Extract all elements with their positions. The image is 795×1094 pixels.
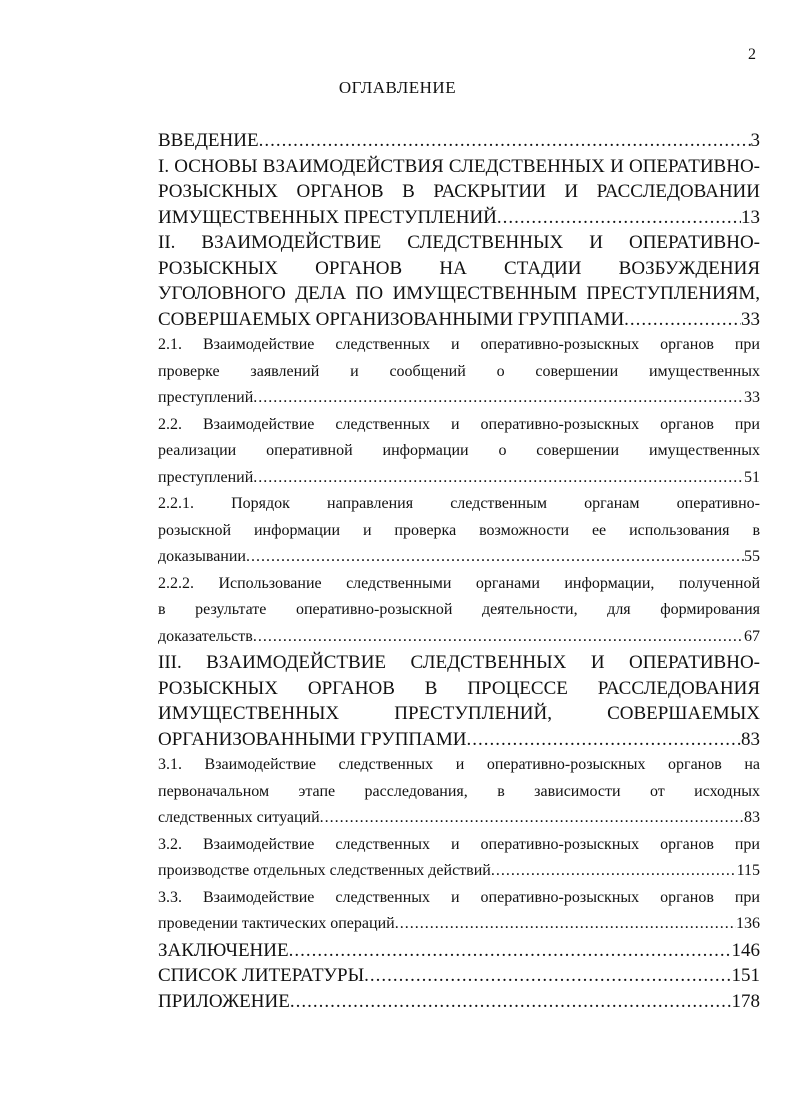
toc-entry-line: реализации оперативной информации о совершении имущественных [158, 442, 760, 459]
toc-entry[interactable] [158, 989, 760, 1015]
page-number: 2 [748, 46, 756, 63]
toc-entry-last-line [158, 989, 760, 1015]
table-of-contents [158, 128, 760, 1014]
toc-entry[interactable] [158, 332, 760, 412]
toc-title: ОГЛАВЛЕНИЕ [338, 78, 457, 97]
toc-entry[interactable] [158, 230, 760, 332]
toc-page-number: 67 [744, 627, 760, 645]
toc-entry-line: 2.2.2. Использование следственными органами информации, полученной [158, 574, 760, 592]
toc-page-number: 151 [731, 965, 760, 986]
toc-page-number: 83 [741, 728, 760, 750]
toc-page-number: 33 [744, 389, 760, 406]
toc-entry[interactable] [158, 491, 760, 571]
dot-leader [253, 465, 744, 492]
dot-leader [253, 624, 744, 651]
dot-leader [253, 385, 744, 412]
toc-entry-last-line [158, 858, 760, 885]
toc-entry-title: преступлений [158, 389, 254, 406]
dot-leader [467, 727, 742, 753]
toc-entry-line: розыскной информации и проверка возможности ее использования в [158, 521, 760, 539]
toc-entry-title: доказывании [158, 548, 246, 565]
dot-leader [364, 963, 731, 989]
dot-leader [246, 544, 744, 571]
toc-entry-line: 2.2. Взаимодействие следственных и оперативно-розыскных органов при [158, 415, 760, 433]
toc-entry-line: ИМУЩЕСТВЕННЫХ ПРЕСТУПЛЕНИЙ, СОВЕРШАЕМЫХ [158, 703, 760, 724]
dot-leader [320, 805, 744, 832]
toc-entry-line: РОЗЫСКНЫХ ОРГАНОВ В РАСКРЫТИИ И РАССЛЕДОВАНИИ [158, 181, 760, 202]
toc-entry-last-line [158, 307, 760, 333]
toc-entry[interactable] [158, 571, 760, 651]
toc-entry-last-line [158, 385, 760, 412]
toc-entry-title: преступлений [158, 468, 254, 486]
toc-page-number: 3 [750, 130, 760, 151]
toc-entry-title: проведении тактических операций [158, 915, 395, 932]
toc-entry-line: I. ОСНОВЫ ВЗАИМОДЕЙСТВИЯ СЛЕДСТВЕННЫХ И ОПЕРАТИВНО- [158, 155, 760, 177]
toc-entry-last-line [158, 544, 760, 571]
toc-entry[interactable] [158, 938, 760, 964]
toc-entry-last-line [158, 128, 760, 154]
dot-leader [289, 938, 732, 964]
toc-entry[interactable] [158, 412, 760, 492]
toc-page-number: 33 [741, 308, 760, 330]
toc-entry-line: II. ВЗАИМОДЕЙСТВИЕ СЛЕДСТВЕННЫХ И ОПЕРАТИВНО- [158, 232, 760, 253]
toc-entry-title: ВВЕДЕНИЕ [158, 130, 259, 151]
toc-entry-line: III. ВЗАИМОДЕЙСТВИЕ СЛЕДСТВЕННЫХ И ОПЕРАТИВНО- [158, 652, 760, 673]
toc-page-number: 136 [736, 915, 760, 932]
toc-entry[interactable] [158, 885, 760, 938]
dot-leader [624, 307, 741, 333]
toc-entry-title: производстве отдельных следственных действий [158, 862, 491, 879]
toc-entry-line: РОЗЫСКНЫХ ОРГАНОВ НА СТАДИИ ВОЗБУЖДЕНИЯ [158, 257, 760, 279]
toc-entry[interactable] [158, 832, 760, 885]
toc-entry-title: следственных ситуаций [158, 809, 320, 826]
toc-page-number: 83 [744, 809, 760, 826]
toc-page-number: 13 [741, 206, 760, 228]
toc-entry-line: РОЗЫСКНЫХ ОРГАНОВ В ПРОЦЕССЕ РАССЛЕДОВАНИЯ [158, 677, 760, 699]
dot-leader [497, 205, 741, 231]
toc-entry-line: 2.1. Взаимодействие следственных и оперативно-розыскных органов при [158, 336, 760, 353]
toc-entry-title: СОВЕРШАЕМЫХ ОРГАНИЗОВАННЫМИ ГРУППАМИ [158, 308, 625, 330]
toc-entry-line: первоначальном этапе расследования, в зависимости от исходных [158, 782, 760, 800]
dot-leader [290, 989, 732, 1015]
toc-entry-title: ПРИЛОЖЕНИЕ [158, 990, 290, 1012]
toc-entry[interactable] [158, 154, 760, 231]
toc-entry-last-line [158, 911, 760, 938]
toc-page-number: 178 [731, 990, 760, 1012]
toc-entry[interactable] [158, 650, 760, 752]
toc-entry[interactable] [158, 128, 760, 154]
dot-leader [259, 128, 751, 154]
toc-entry-line: 3.3. Взаимодействие следственных и оперативно-розыскных органов при [158, 888, 760, 906]
toc-page-number: 51 [744, 468, 760, 486]
toc-entry-last-line [158, 963, 760, 989]
toc-entry[interactable] [158, 752, 760, 832]
toc-entry-line: 3.2. Взаимодействие следственных и оперативно-розыскных органов при [158, 835, 760, 853]
toc-entry-line: проверке заявлений и сообщений о совершении имущественных [158, 362, 760, 380]
toc-entry-last-line [158, 727, 760, 753]
toc-entry-last-line [158, 805, 760, 832]
toc-entry-line: 3.1. Взаимодействие следственных и оперативно-розыскных органов на [158, 756, 760, 773]
toc-page-number: 146 [731, 939, 760, 961]
toc-page-number: 55 [744, 548, 760, 565]
dot-leader [395, 911, 736, 938]
toc-entry-title: СПИСОК ЛИТЕРАТУРЫ [158, 965, 365, 986]
toc-entry[interactable] [158, 963, 760, 989]
toc-entry-last-line [158, 938, 760, 964]
toc-entry-title: доказательств [158, 627, 253, 645]
toc-entry-last-line [158, 624, 760, 651]
toc-entry-last-line [158, 465, 760, 492]
toc-entry-title: ОРГАНИЗОВАННЫМИ ГРУППАМИ [158, 728, 467, 750]
toc-entry-line: в результате оперативно-розыскной деятельности, для формирования [158, 601, 760, 618]
toc-entry-last-line [158, 205, 760, 231]
toc-entry-line: УГОЛОВНОГО ДЕЛА ПО ИМУЩЕСТВЕННЫМ ПРЕСТУПЛЕНИЯМ, [158, 283, 760, 304]
toc-entry-line: 2.2.1. Порядок направления следственным органам оперативно- [158, 495, 760, 512]
toc-entry-title: ЗАКЛЮЧЕНИЕ [158, 939, 289, 961]
toc-entry-title: ИМУЩЕСТВЕННЫХ ПРЕСТУПЛЕНИЙ [158, 206, 497, 228]
toc-page-number: 115 [736, 862, 760, 879]
dot-leader [491, 858, 737, 885]
